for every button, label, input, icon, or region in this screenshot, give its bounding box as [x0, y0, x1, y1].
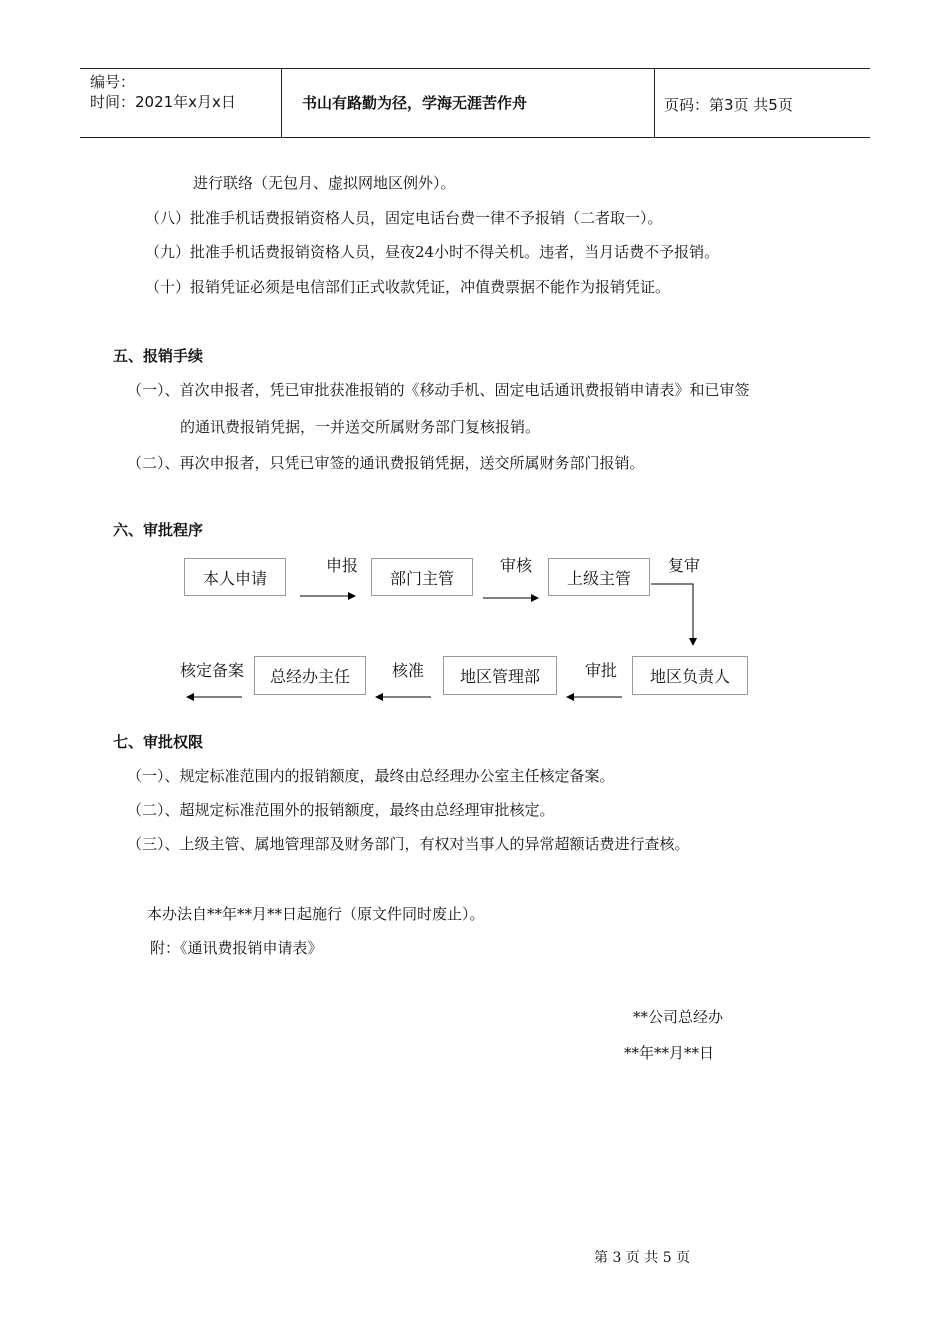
flow-label-approve: 审批 — [585, 661, 618, 680]
authority-item-2: （二）、超规定标准范围外的报销额度，最终由总经理审批核定。 — [127, 801, 555, 819]
procedure-item-1-continued: 的通讯费报销凭据，一并送交所属财务部门复核报销。 — [180, 418, 541, 436]
flow-box-region-admin: 地区管理部 — [443, 656, 557, 695]
document-number-label: 编号： — [90, 73, 136, 91]
flow-label-review: 审核 — [500, 556, 533, 575]
rule-item-8: （八）批准手机话费报销资格人员，固定电话台费一律不予报销（二者取一）。 — [145, 209, 663, 227]
page-number-label: 页码：第3页 共5页 — [664, 96, 793, 114]
authority-item-3: （三）、上级主管、属地管理部及财务部门，有权对当事人的异常超额话费进行查核。 — [127, 835, 690, 853]
header-divider — [654, 69, 655, 137]
section-title-approval-process: 六、审批程序 — [113, 521, 204, 539]
flow-label-verify: 核准 — [392, 661, 425, 680]
flow-box-senior-supervisor: 上级主管 — [548, 558, 650, 596]
flow-box-dept-supervisor: 部门主管 — [371, 558, 473, 596]
document-time-label: 时间：2021年x月x日 — [90, 93, 236, 111]
attachment-note: 附：《通讯费报销申请表》 — [150, 939, 323, 957]
authority-item-1: （一）、规定标准范围内的报销额度，最终由总经理办公室主任核定备案。 — [127, 767, 615, 785]
flow-box-gm-office-director: 总经办主任 — [254, 656, 366, 695]
flow-label-file: 核定备案 — [180, 661, 245, 680]
rule-item-9: （九）批准手机话费报销资格人员，昼夜24小时不得关机。违者，当月话费不予报销。 — [145, 243, 720, 261]
page-footer: 第 3 页 共 5 页 — [594, 1250, 691, 1266]
paragraph-line: 进行联络（无包月、虚拟网地区例外）。 — [193, 174, 456, 192]
header-slogan: 书山有路勤为径，学海无涯苦作舟 — [302, 94, 528, 112]
rule-item-10: （十）报销凭证必须是电信部们正式收款凭证，冲值费票据不能作为报销凭证。 — [145, 278, 671, 296]
issuer-name: **公司总经办 — [633, 1008, 724, 1026]
section-title-reimbursement-procedure: 五、报销手续 — [113, 347, 204, 365]
flow-label-recheck: 复审 — [668, 556, 701, 575]
procedure-item-2: （二）、再次申报者，只凭已审签的通讯费报销凭据，送交所属财务部门报销。 — [127, 454, 645, 472]
effective-date-statement: 本办法自**年**月**日起施行（原文件同时废止）。 — [147, 905, 485, 923]
procedure-item-1: （一）、首次申报者，凭已审批获准报销的《移动手机、固定电话通讯费报销申请表》和已审签 — [127, 381, 750, 399]
page-header — [80, 68, 870, 138]
section-title-approval-authority: 七、审批权限 — [113, 733, 204, 751]
issue-date: **年**月**日 — [624, 1044, 715, 1062]
flow-label-submit: 申报 — [326, 556, 359, 575]
flow-box-self-apply: 本人申请 — [184, 558, 286, 596]
arrow-recheck — [651, 584, 693, 645]
header-divider — [281, 69, 282, 137]
flow-box-region-head: 地区负责人 — [632, 656, 748, 695]
